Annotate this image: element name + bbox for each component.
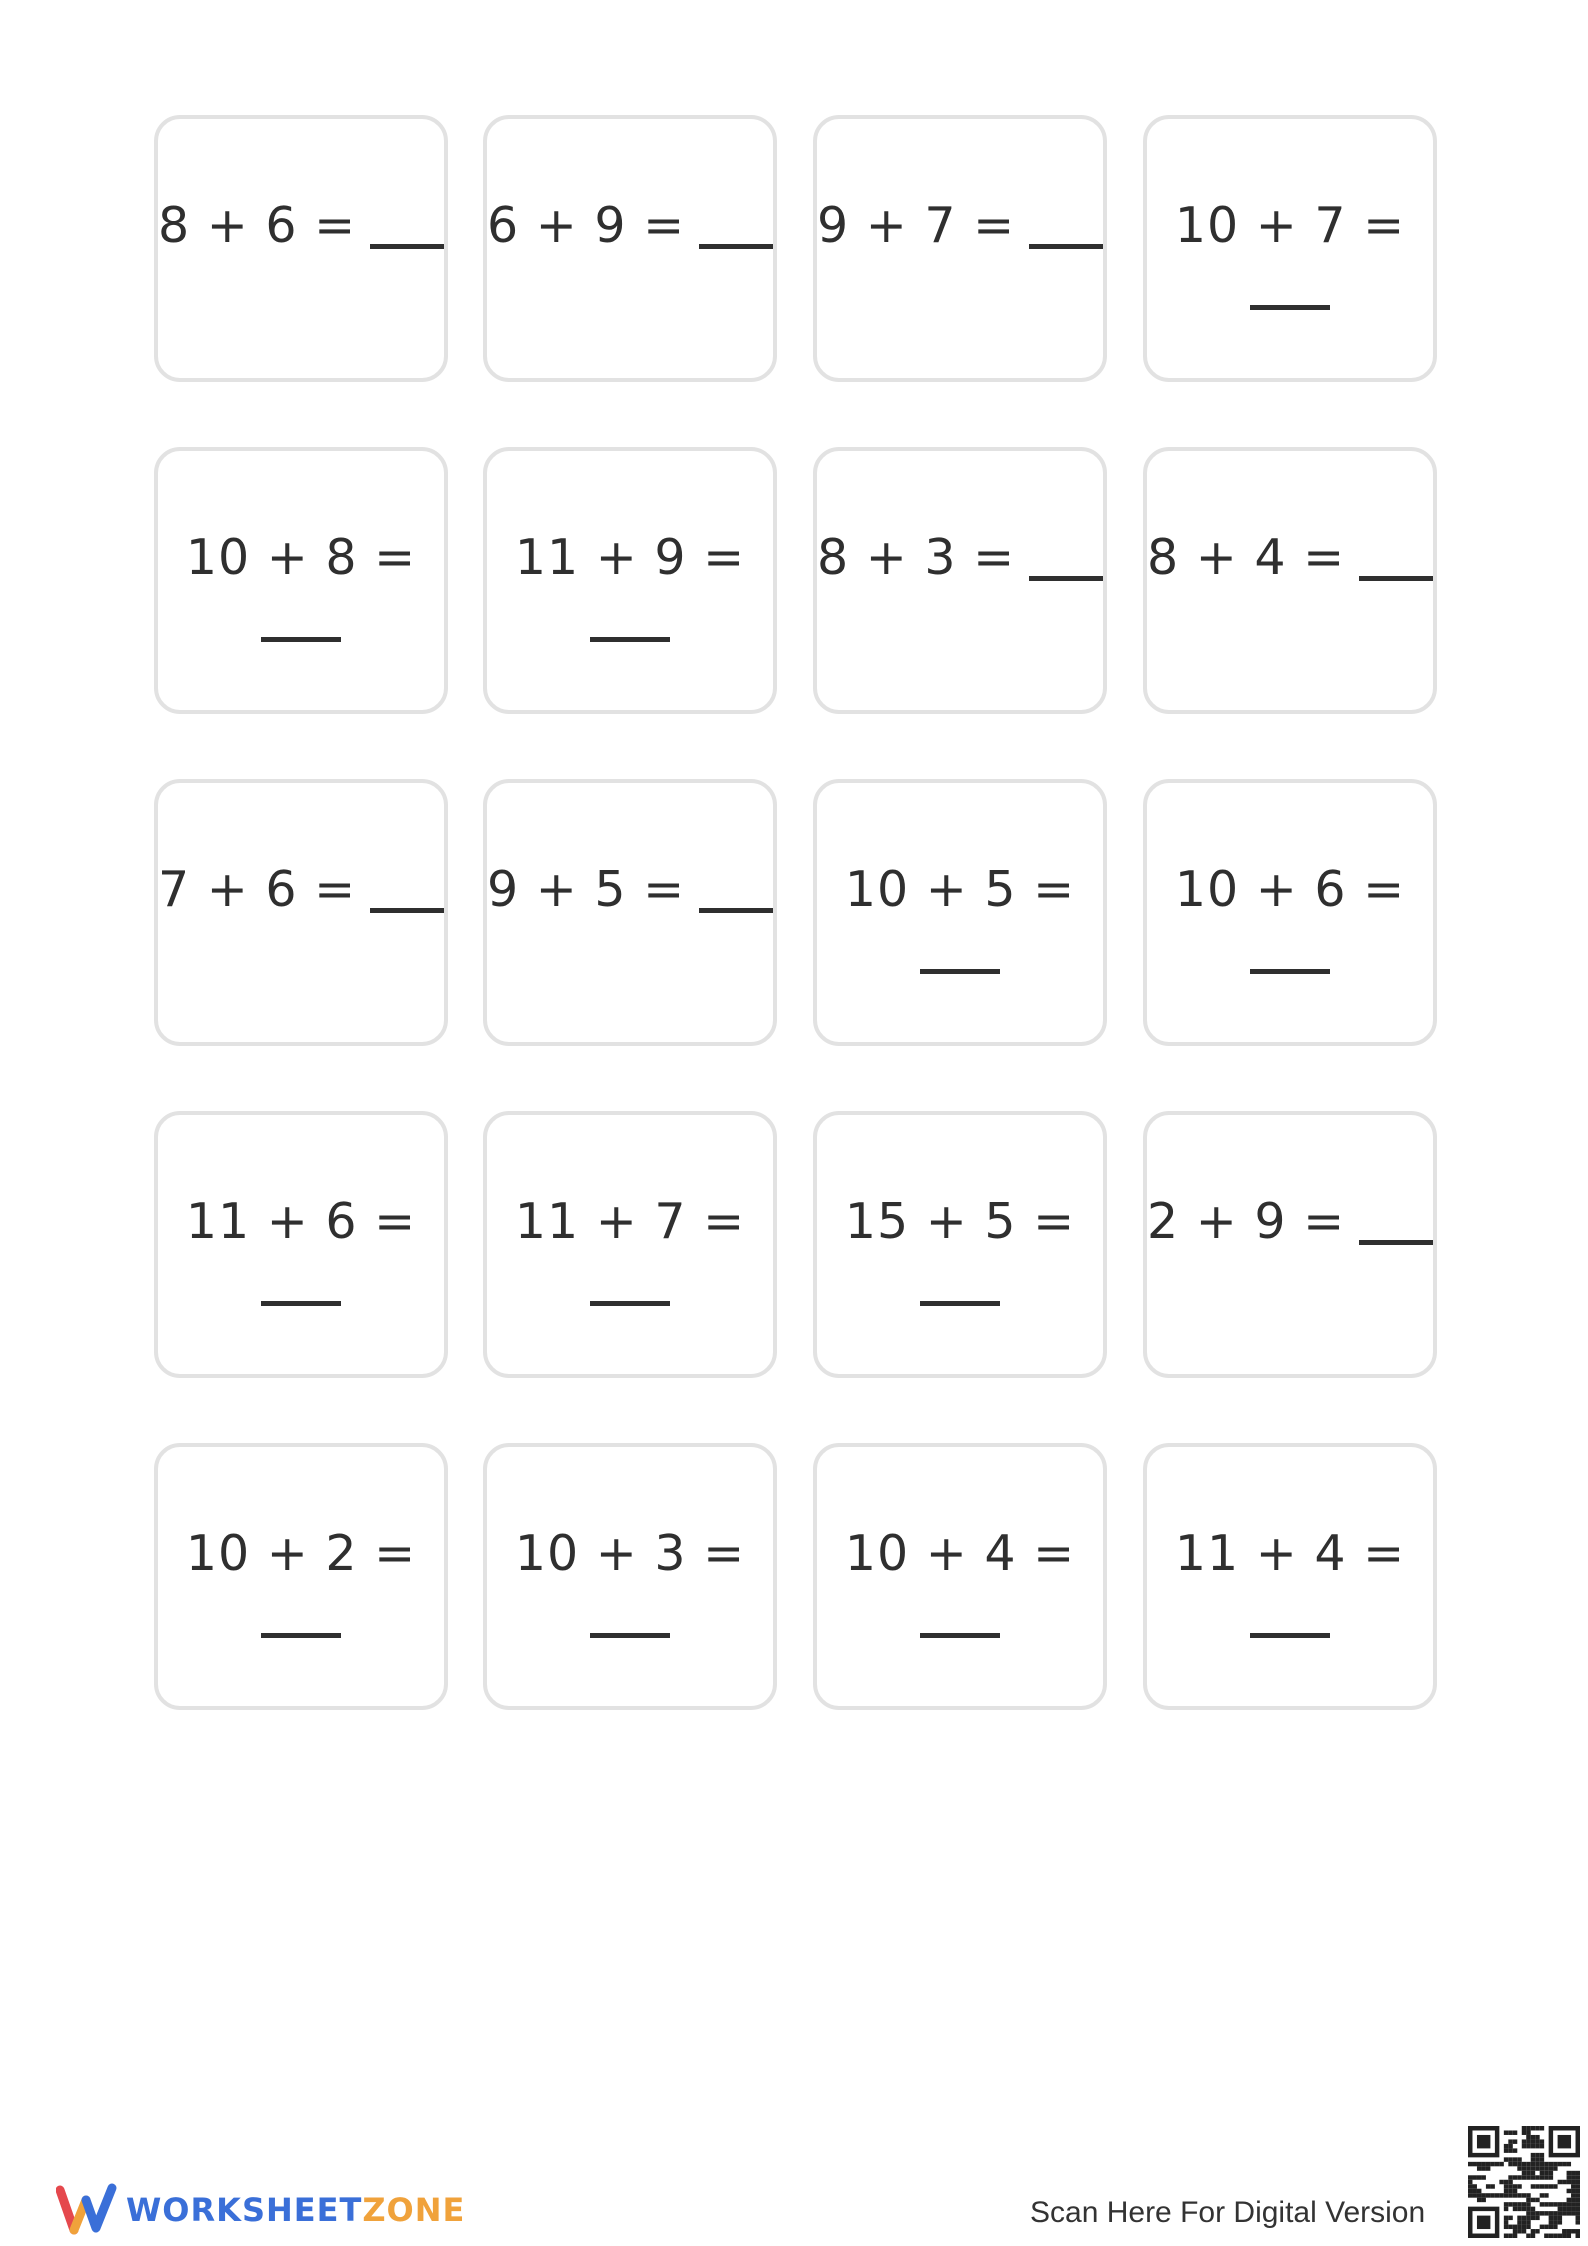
answer-blank[interactable] (920, 1633, 1000, 1638)
equation-text: 10 + 7 = (1174, 196, 1406, 254)
problem-line (158, 195, 444, 255)
equation-text: 7 + 6 = (158, 860, 357, 918)
problem-line (1147, 527, 1433, 587)
problem-line (1147, 195, 1433, 255)
problem-card (483, 447, 777, 714)
equation-text: 10 + 3 = (514, 1524, 746, 1582)
qr-code-icon[interactable] (1468, 2126, 1580, 2238)
answer-blank[interactable] (1359, 1240, 1433, 1245)
answer-blank[interactable] (1250, 1633, 1330, 1638)
problem-card (813, 1443, 1107, 1710)
equation-text: 9 + 7 = (817, 196, 1016, 254)
problem-card (1143, 1443, 1437, 1710)
equation-text: 10 + 8 = (185, 528, 417, 586)
answer-blank[interactable] (1250, 969, 1330, 974)
equation-text: 15 + 5 = (844, 1192, 1076, 1250)
problem-card (154, 447, 448, 714)
answer-blank[interactable] (590, 1633, 670, 1638)
problem-card (813, 1111, 1107, 1378)
equation-text: 11 + 4 = (1174, 1524, 1406, 1582)
equation-text: 2 + 9 = (1147, 1192, 1346, 1250)
brand-name-part2: ZONE (362, 2191, 466, 2229)
answer-blank[interactable] (699, 908, 773, 913)
problem-card (483, 1111, 777, 1378)
problem-card (813, 447, 1107, 714)
problem-line (817, 1523, 1103, 1583)
equation-text: 11 + 6 = (185, 1192, 417, 1250)
equation-text: 11 + 7 = (514, 1192, 746, 1250)
problem-line (1147, 1523, 1433, 1583)
equation-text: 8 + 6 = (158, 196, 357, 254)
problem-line (817, 1191, 1103, 1251)
answer-blank[interactable] (261, 1301, 341, 1306)
problem-line (817, 195, 1103, 255)
problem-card (813, 779, 1107, 1046)
problem-card (483, 115, 777, 382)
answer-blank[interactable] (370, 244, 444, 249)
equation-text: 10 + 2 = (185, 1524, 417, 1582)
problem-card (1143, 1111, 1437, 1378)
equation-text: 10 + 4 = (844, 1524, 1076, 1582)
answer-blank[interactable] (699, 244, 773, 249)
worksheetzone-logo (56, 2180, 465, 2240)
problem-line (817, 859, 1103, 919)
equation-text: 9 + 5 = (487, 860, 686, 918)
problem-line (158, 527, 444, 587)
answer-blank[interactable] (920, 1301, 1000, 1306)
problem-line (817, 527, 1103, 587)
problem-card (483, 779, 777, 1046)
answer-blank[interactable] (1029, 244, 1103, 249)
scan-instruction: Scan Here For Digital Version (1030, 2196, 1426, 2229)
equation-text: 11 + 9 = (514, 528, 746, 586)
problem-card (1143, 447, 1437, 714)
equation-text: 10 + 6 = (1174, 860, 1406, 918)
problem-card (154, 1111, 448, 1378)
problem-line (158, 1523, 444, 1583)
answer-blank[interactable] (1359, 576, 1433, 581)
answer-blank[interactable] (590, 637, 670, 642)
equation-text: 8 + 4 = (1147, 528, 1346, 586)
answer-blank[interactable] (1029, 576, 1103, 581)
equation-text: 10 + 5 = (844, 860, 1076, 918)
problem-card (483, 1443, 777, 1710)
answer-blank[interactable] (261, 1633, 341, 1638)
problem-card (1143, 779, 1437, 1046)
problem-card (1143, 115, 1437, 382)
problem-line (158, 859, 444, 919)
problem-line (487, 1191, 773, 1251)
problem-line (487, 195, 773, 255)
answer-blank[interactable] (1250, 305, 1330, 310)
problem-line (1147, 859, 1433, 919)
worksheetzone-logo-icon (56, 2182, 118, 2238)
problem-line (158, 1191, 444, 1251)
problem-line (487, 1523, 773, 1583)
problem-card (813, 115, 1107, 382)
problem-card (154, 779, 448, 1046)
problem-card (154, 1443, 448, 1710)
equation-text: 6 + 9 = (487, 196, 686, 254)
answer-blank[interactable] (920, 969, 1000, 974)
answer-blank[interactable] (370, 908, 444, 913)
problem-line (487, 527, 773, 587)
answer-blank[interactable] (590, 1301, 670, 1306)
brand-name-part1: WORKSHEET (126, 2191, 363, 2229)
answer-blank[interactable] (261, 637, 341, 642)
problem-line (487, 859, 773, 919)
problem-line (1147, 1191, 1433, 1251)
problem-card (154, 115, 448, 382)
equation-text: 8 + 3 = (817, 528, 1016, 586)
